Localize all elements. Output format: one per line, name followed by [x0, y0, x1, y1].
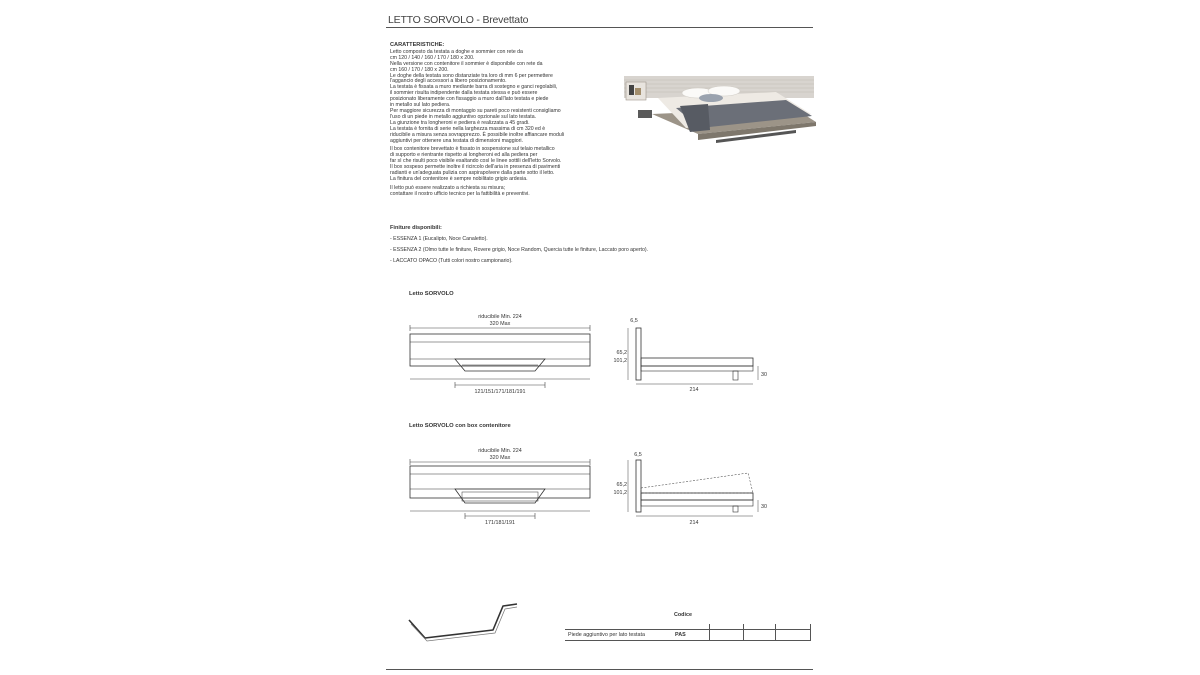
drawing1-side-top: 6,5: [630, 318, 638, 324]
text-line: far sì che risulti poco visibile esaltando così le linee sottili dell'letto Sorvolo.: [390, 158, 562, 165]
text-line: Letto composto da testata a doghe e sommier con rete da: [390, 48, 523, 55]
table-row: [565, 629, 811, 641]
text-line: Il box contenitore brevettato è fissato in sospensione sul telaio metallico: [390, 146, 555, 153]
text-line: Il letto può essere realizzato a richiesta su misura;: [390, 184, 506, 191]
finishes-block: [390, 226, 720, 270]
text-line: Il box sospeso permette inoltre il ricircolo dell'aria in presenza di pavimenti: [390, 164, 561, 171]
text-line: il sommier risulta indipendente dalla testata stessa e può essere: [390, 90, 538, 97]
text-line: cm 160 / 170 / 180 x 200.: [390, 66, 449, 73]
features-text: [390, 50, 605, 198]
drawing1-top-view: [400, 308, 600, 398]
header-rule: [386, 27, 813, 28]
drawing1-dim-min: riducibile Min. 224: [478, 314, 522, 320]
footer-rule: [386, 669, 813, 670]
table-divider: [743, 624, 744, 640]
row-code: PAS: [675, 632, 686, 638]
drawing1-width-dim: 121/151/171/181/191: [474, 389, 526, 395]
text-line: l'aggancio degli accessori a libero posizionamento.: [390, 78, 507, 85]
drawing1-side-h2: 101,2: [613, 358, 627, 364]
drawing2-side-top: 6,5: [634, 452, 642, 458]
text-line: - ESSENZA 1 (Eucalipto, Noce Canaletto).: [390, 236, 488, 243]
text-line: aggiuntivi per ottenere una testata di dimensioni maggiori.: [390, 137, 523, 144]
finishes-text: [390, 237, 720, 265]
text-line: posizionato liberamente con fissaggio a muro dall'lato testata e piede: [390, 96, 549, 103]
text-line: l'uso di un piede in metallo aggiuntivo opzionale sul lato testata.: [390, 113, 537, 120]
drawing1-label: Letto SORVOLO: [409, 291, 454, 297]
drawing2-dim-min: riducibile Min. 224: [478, 448, 522, 454]
text-line: La giunzione tra longheroni e pediera è realizzata a 45 gradi.: [390, 119, 530, 126]
drawing1-dim-max: 320 Max: [489, 321, 511, 327]
drawing2-side-length: 214: [689, 520, 699, 526]
drawing2-side-foot: 30: [761, 504, 767, 510]
text-line: La testata è fornita di serie nella larghezza massima di cm 320 ed è: [390, 125, 546, 132]
text-line: riducibile a misura senza sovrapprezzo. È possibile inoltre affiancare moduli: [390, 131, 565, 138]
drawing1-side-view: [608, 314, 778, 396]
drawing2-width-dim: 171/181/191: [485, 520, 515, 526]
drawing1-side-length: 214: [689, 387, 699, 393]
features-heading: CARATTERISTICHE:: [390, 42, 445, 48]
additional-foot-drawing: [405, 598, 520, 646]
text-line: Le doghe della testata sono distanziate tra loro di mm 6 per permettere: [390, 72, 553, 79]
finishes-heading: Finiture disponibili:: [390, 225, 442, 231]
drawing1-side-h1: 65,2: [616, 350, 627, 356]
product-photo: [616, 70, 816, 150]
drawing2-side-h2: 101,2: [613, 490, 627, 496]
text-line: - LACCATO OPACO (Tutti colori nostro campionario).: [390, 258, 513, 265]
code-heading: Codice: [674, 612, 692, 618]
drawing2-side-view: [608, 448, 778, 530]
text-line: - ESSENZA 2 (Olmo tutte le finiture, Rovere grigio, Noce Random, Quercia tutte le finiture, Laccato poro aperto).: [390, 247, 649, 254]
text-line: in metallo sul lato pediera.: [390, 102, 451, 109]
text-line: La testata è fissata a muro mediante barra di sostegno e ganci regolabili,: [390, 84, 558, 91]
drawing2-dim-max: 320 Max: [489, 455, 511, 461]
table-divider: [810, 624, 811, 640]
drawing1-side-foot: 30: [761, 372, 767, 378]
text-line: cm 120 / 140 / 160 / 170 / 180 x 200.: [390, 54, 475, 61]
table-divider: [775, 624, 776, 640]
drawing2-side-h1: 65,2: [616, 482, 627, 488]
page-title: LETTO SORVOLO - Brevettato: [388, 14, 529, 26]
text-line: Nella versione con contenitore il sommier è disponibile con rete da: [390, 60, 543, 67]
features-block: [390, 43, 605, 198]
drawing2-label: Letto SORVOLO con box contenitore: [409, 423, 511, 429]
text-line: Per maggiore sicurezza di montaggio su pareti poco resistenti consigliamo: [390, 107, 561, 114]
text-line: di supporto e rientrante rispetto ai longheroni ed alla pediera per: [390, 152, 538, 159]
table-divider: [709, 624, 710, 640]
row-description: Piede aggiuntivo per lato testata: [568, 632, 646, 638]
text-line: contattare il nostro ufficio tecnico per la fattibilità e preventivi.: [390, 190, 530, 197]
text-line: La finitura del contenitore è sempre nobilitato grigio ardesia.: [390, 175, 528, 182]
text-line: radianti e un'adeguata pulizia con aspirapolvere dalla parte sotto il letto.: [390, 170, 555, 177]
drawing2-top-view: [400, 440, 600, 530]
